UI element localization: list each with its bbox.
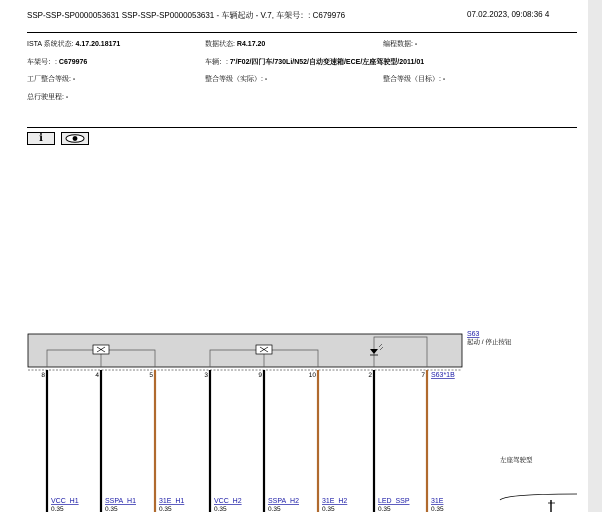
wire-gauge: 0.35 — [51, 506, 64, 512]
vehicle: 车辆：: 7'/F02/四门车/730Li/N52/自动变速箱/ECE/左座驾驶型/2011/01 — [205, 59, 425, 66]
pin-label: 4 — [95, 372, 99, 379]
pin-label: 2 — [368, 372, 372, 379]
wire-name-link[interactable]: 31E_H1 — [159, 498, 185, 505]
pin-label: 10 — [308, 372, 316, 379]
mileage: 总行驶里程: - — [27, 94, 69, 101]
wire-gauge: 0.35 — [322, 506, 335, 512]
wire-gauge: 0.35 — [268, 506, 281, 512]
program-data: 编程数据: - — [383, 41, 418, 48]
wire-name-link[interactable]: VCC_H2 — [214, 498, 242, 505]
target-level: 整合等级（目标）: - — [383, 76, 446, 83]
pin-label: 8 — [41, 372, 45, 379]
wire-name-link[interactable]: 31E_H2 — [322, 498, 348, 505]
ista-status: ISTA 系统状态: 4.17.20.18171 — [27, 41, 121, 48]
wire-name-link[interactable]: 31E — [431, 498, 444, 505]
pin-label: 3 — [204, 372, 208, 379]
wire-gauge: 0.35 — [378, 506, 391, 512]
partial-component — [500, 494, 577, 500]
pin-label: 5 — [149, 372, 153, 379]
wire-name-link[interactable]: SSPA_H1 — [105, 498, 136, 505]
wire-gauge: 0.35 — [214, 506, 227, 512]
info-icon: i — [39, 133, 43, 144]
component-name: 起动 / 停止按钮 — [467, 339, 512, 346]
wire-name-link[interactable]: SSPA_H2 — [268, 498, 299, 505]
page-shadow — [588, 0, 602, 512]
actual-level: 整合等级（实际）: - — [205, 76, 268, 83]
wire-name-link[interactable]: LED_SSP — [378, 498, 410, 505]
component-id-link[interactable]: S63 — [467, 331, 480, 338]
vin: 车架号：: C679976 — [27, 59, 88, 66]
pin-label: 9 — [258, 372, 262, 379]
wire-gauge: 0.35 — [431, 506, 444, 512]
factory-level: 工厂整合等级: - — [27, 76, 76, 83]
data-status: 数据状态: R4.17.20 — [205, 41, 266, 48]
wire-layer — [41, 370, 444, 512]
pin-label: 7 — [421, 372, 425, 379]
connector-id-link[interactable]: S63*1B — [431, 372, 455, 379]
document-datetime: 07.02.2023, 09:08:36 4 — [467, 10, 550, 19]
document-title: SSP-SSP-SP0000053631 SSP-SSP-SP0000053631 - 车辆起动 - V.7, 车架号：: C679976 — [27, 11, 346, 20]
wire-gauge: 0.35 — [105, 506, 118, 512]
wire-name-link[interactable]: VCC_H1 — [51, 498, 79, 505]
side-note: 左座驾驶型 — [500, 457, 533, 464]
wire-gauge: 0.35 — [159, 506, 172, 512]
